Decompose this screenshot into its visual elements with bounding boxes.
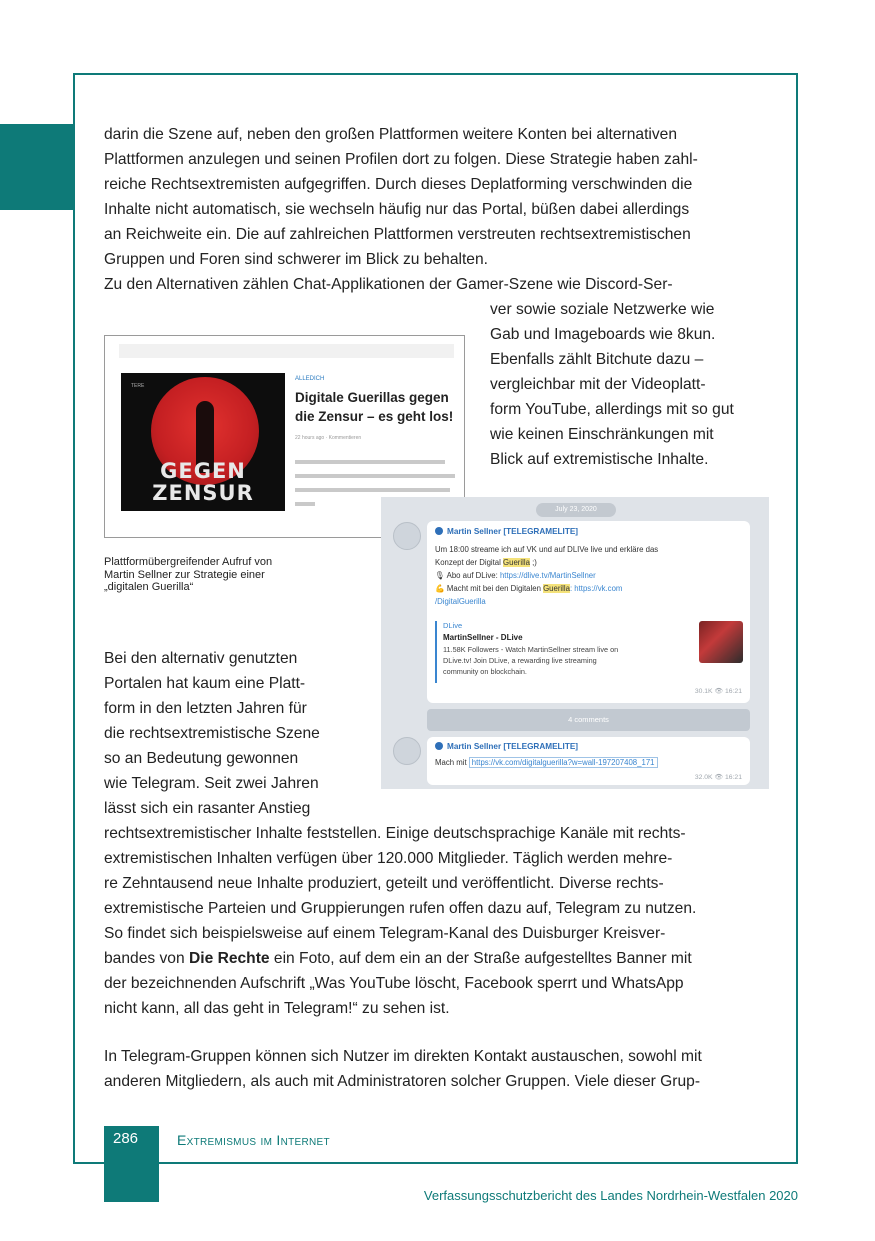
text-line: Bei den alternativ genutzten	[104, 650, 298, 667]
link-preview-title: MartinSellner - DLive	[443, 633, 523, 642]
message-line: Mach mit https://vk.com/digitalguerilla?w=wall-197207408_171	[435, 758, 658, 767]
thumbnail-text-zensur: ZENSUR	[152, 481, 254, 505]
thumbnail-text-gegen: GEGEN	[160, 459, 246, 483]
text-line: Plattformen anzulegen und seinen Profilen dort zu folgen. Diese Strategie haben zahl-	[104, 151, 698, 168]
article-meta: 22 hours ago · Kommentieren	[295, 435, 362, 441]
text-line: extremistische Parteien und Gruppierungen rufen offen dazu auf, Telegram zu nutzen.	[104, 900, 697, 917]
message-line: 🎙 Abo auf DLive: https://dlive.tv/MartinSellner	[435, 571, 596, 580]
link-preview-site: DLive	[443, 621, 463, 630]
message-bubble	[427, 737, 750, 785]
text-line: darin die Szene auf, neben den großen Plattformen weitere Konten bei alternativen	[104, 126, 678, 143]
text-line: Gab und Imageboards wie 8kun.	[490, 326, 716, 343]
text-line: re Zehntausend neue Inhalte produziert, geteilt und veröffentlicht. Diverse rechts-	[104, 875, 664, 892]
thumbnail-tag: TERE	[131, 383, 145, 389]
text-line: vergleichbar mit der Videoplatt-	[490, 376, 706, 393]
text-line: nicht kann, all das geht in Telegram!“ zu sehen ist.	[104, 1000, 450, 1017]
screenshot-topbar	[119, 344, 454, 358]
message-sender: Martin Sellner [TELEGRAMELITE]	[435, 527, 578, 536]
telegram-screenshot	[381, 497, 769, 789]
text-line: In Telegram-Gruppen können sich Nutzer im direkten Kontakt austauschen, sowohl mit	[104, 1048, 702, 1065]
text-line: anderen Mitgliedern, als auch mit Administratoren solcher Gruppen. Viele dieser Grup-	[104, 1073, 701, 1090]
text-line: bandes von Die Rechte ein Foto, auf dem ein an der Straße aufgestelltes Banner mit	[104, 950, 692, 967]
text-line: lässt sich ein rasanter Anstieg	[104, 800, 311, 817]
text-line: der bezeichnenden Aufschrift „Was YouTube löscht, Facebook sperrt und WhatsApp	[104, 975, 684, 992]
side-color-tab	[0, 124, 74, 210]
article-snippet-line	[295, 502, 315, 506]
page-number: 286	[112, 1130, 139, 1147]
paragraph-right-column	[490, 297, 734, 472]
caption-line: „digitalen Guerilla“	[104, 581, 194, 593]
video-thumbnail	[121, 373, 285, 511]
message-bubble	[427, 521, 750, 703]
vk-wall-link[interactable]: https://vk.com/digitalguerilla?w=wall-197207408_171	[469, 757, 658, 768]
text-line: reiche Rechtsextremisten aufgegriffen. Durch dieses Deplatforming verschwinden die	[104, 176, 693, 193]
article-snippet-line	[295, 474, 455, 478]
text-line: extremistischen Inhalten verfügen über 120.000 Mitglieder. Täglich werden mehre-	[104, 850, 673, 867]
link-preview-bar	[435, 621, 437, 683]
bold-party-name: Die Rechte	[188, 950, 270, 967]
comments-button[interactable]: 4 comments	[427, 709, 750, 731]
message-line: 💪 Macht mit bei den Digitalen Guerilla: https://vk.com	[435, 584, 623, 593]
text-line: wie Telegram. Seit zwei Jahren	[104, 775, 319, 792]
paragraph-groups	[104, 1044, 702, 1094]
dlive-link[interactable]: https://dlive.tv/MartinSellner	[499, 571, 596, 580]
date-badge: July 23, 2020	[536, 503, 616, 517]
message-line: Konzept der Digital Guerilla ;)	[435, 558, 537, 567]
vk-link[interactable]: : https://vk.com	[569, 584, 623, 593]
link-preview-desc: 11.58K Followers - Watch MartinSellner stream live on	[443, 645, 619, 654]
text-line: Gruppen und Foren sind schwerer im Blick zu behalten.	[104, 251, 488, 268]
paragraph-intro	[104, 122, 698, 297]
message-views: 32.0K 👁 16:21	[694, 774, 742, 781]
message-sender: Martin Sellner [TELEGRAMELITE]	[435, 742, 578, 751]
link-preview-desc: community on blockchain.	[443, 667, 527, 676]
text-line: Zu den Alternativen zählen Chat-Applikationen der Gamer-Szene wie Discord-Ser-	[104, 276, 673, 293]
caption-line: Martin Sellner zur Strategie einer	[104, 568, 265, 581]
text-line: wie keinen Einschränkungen mit	[490, 426, 714, 443]
message-views: 30.1K 👁 16:21	[694, 688, 742, 695]
figure-caption	[104, 556, 272, 594]
channel-avatar	[393, 522, 421, 550]
text-line: die rechtsextremistische Szene	[104, 725, 320, 742]
text-line: form in den letzten Jahren für	[104, 700, 307, 717]
text-line: Blick auf extremistische Inhalte.	[490, 451, 709, 468]
caption-line: Plattformübergreifender Aufruf von	[104, 556, 273, 568]
article-headline: Digitale Guerillas gegen die Zensur – es geht los!	[295, 390, 454, 424]
link-preview-thumbnail	[699, 621, 743, 663]
text-line: form YouTube, allerdings mit so gut	[490, 401, 734, 418]
article-snippet-line	[295, 460, 445, 464]
channel-dot-icon	[435, 742, 443, 750]
text-line: Ebenfalls zählt Bitchute dazu –	[490, 351, 704, 368]
text-line: so an Bedeutung gewonnen	[104, 750, 299, 767]
channel-dot-icon	[435, 527, 443, 535]
link-preview-desc: DLive.tv! Join DLive, a rewarding live streaming	[443, 656, 597, 665]
report-title: Verfassungsschutzbericht des Landes Nordrhein-Westfalen 2020	[423, 1188, 798, 1203]
text-line: Portalen hat kaum eine Platt-	[104, 675, 306, 692]
text-line: an Reichweite ein. Die auf zahlreichen Plattformen verstreuten rechtsextremistischen	[104, 226, 691, 243]
article-snippet-line	[295, 488, 450, 492]
text-line: ver sowie soziale Netzwerke wie	[490, 301, 715, 318]
message-line: Um 18:00 streame ich auf VK und auf DLIVe live und erkläre das	[435, 545, 659, 554]
text-line: So findet sich beispielsweise auf einem Telegram-Kanal des Duisburger Kreisver-	[104, 925, 666, 942]
text-line: Inhalte nicht automatisch, sie wechseln häufig nur das Portal, büßen dabei allerdings	[104, 201, 690, 218]
section-title: Extremismus im Internet	[177, 1132, 330, 1148]
channel-avatar	[393, 737, 421, 765]
article-category: ALLEDICH	[295, 376, 325, 382]
paragraph-telegram	[104, 821, 696, 1021]
text-line: rechtsextremistischer Inhalte feststellen. Einige deutschsprachige Kanäle mit rechts-	[104, 825, 686, 842]
paragraph-left-column	[104, 646, 320, 821]
vk-link-continued[interactable]: /DigitalGuerilla	[435, 597, 486, 606]
